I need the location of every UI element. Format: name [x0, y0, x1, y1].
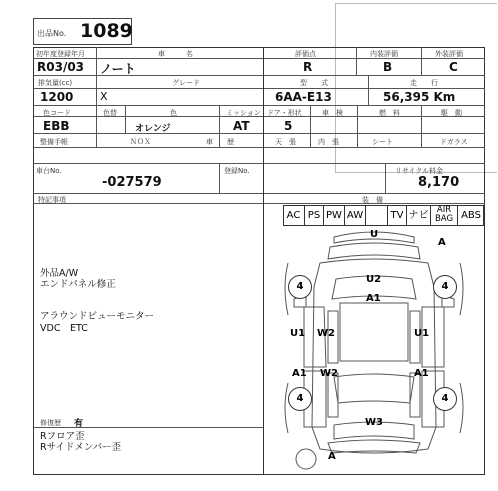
equip-pw: PW — [324, 205, 345, 226]
damage-left-rear-door: A1 — [292, 368, 307, 379]
lot-number: 1089 — [80, 20, 133, 42]
note-2: エンドパネル修正 — [40, 279, 116, 290]
label-mission: ミッション — [226, 109, 261, 117]
damage-front-top: U — [370, 229, 379, 240]
label-fuel: 燃 料 — [379, 109, 400, 117]
damage-right-front-door: U1 — [414, 328, 430, 339]
wheel-fr: 4 — [433, 275, 457, 299]
car-diagram — [264, 227, 484, 475]
damage-right-rear-door: A1 — [414, 368, 429, 379]
model-value: 6AA-E13 — [275, 90, 332, 104]
car-name-value: ノート — [100, 62, 136, 76]
grade-value: X — [100, 90, 108, 103]
label-history: 車 歴 — [206, 138, 234, 146]
repair-note-2: Rサイドメンバー歪 — [40, 442, 122, 453]
label-color-change: 色替 — [103, 109, 117, 117]
label-special-notes: 特記事項 — [38, 196, 66, 204]
mileage-value: 56,395 Km — [383, 90, 456, 104]
label-score: 評価点 — [295, 50, 316, 58]
label-recycle-fee: リサイクル料金 — [395, 167, 444, 175]
label-drive: 駆 動 — [441, 109, 462, 117]
label-exterior: 外装評価 — [435, 50, 463, 58]
equip-ac: AC — [283, 205, 305, 226]
repair-history-value: 有 — [74, 419, 84, 429]
note-3: アラウンドビューモニター — [40, 311, 155, 322]
equip-abs: ABS — [461, 210, 481, 221]
label-door-glass: ドガラス — [440, 138, 468, 146]
label-displacement: 排気量(cc) — [38, 79, 73, 87]
label-color: 色 — [170, 109, 177, 117]
exterior-value: C — [449, 60, 458, 74]
label-ceiling: 天 張 — [275, 138, 296, 146]
label-doors: ドア・形状 — [267, 109, 302, 117]
note-4: VDC ETC — [40, 323, 88, 334]
label-seat: シート — [372, 138, 393, 146]
equip-aw: AW — [345, 205, 366, 226]
equip-blank — [366, 205, 388, 226]
damage-left-front-door: U1 — [290, 328, 306, 339]
equip-airbag: AIR BAG — [431, 205, 458, 226]
label-reg-no: 登録No. — [224, 167, 250, 175]
label-year-reg: 初年度登録年月 — [36, 50, 85, 58]
damage-rear-glass: W3 — [365, 417, 383, 428]
equip-tv: TV — [388, 205, 407, 226]
chassis-no-value: -027579 — [102, 175, 162, 190]
label-maintenance: 整備手帳 — [40, 138, 68, 146]
label-mileage: 走 行 — [410, 79, 438, 87]
lot-label: 出品No. — [37, 29, 67, 38]
mission-value: AT — [233, 119, 250, 133]
score-value: R — [303, 60, 313, 74]
label-interior: 内装評価 — [370, 50, 398, 58]
year-reg-value: R03/03 — [37, 60, 85, 74]
label-repair-history: 修復歴 — [40, 419, 61, 427]
damage-rear-bottom: A — [328, 451, 336, 462]
label-nox: ＮＯＸ — [130, 138, 151, 146]
label-interior-sheet: 内 張 — [318, 138, 339, 146]
label-color-code: 色コード — [43, 109, 71, 117]
damage-roof-top: U2 — [366, 274, 382, 285]
wheel-fl: 4 — [288, 275, 312, 299]
displacement-value: 1200 — [40, 90, 74, 104]
equip-navi: ナビ — [407, 205, 431, 226]
color-code-value: EBB — [43, 119, 70, 133]
damage-left-front-glass: W2 — [317, 328, 335, 339]
interior-value: B — [383, 60, 393, 74]
doors-value: 5 — [284, 119, 293, 133]
label-equipment: 装 備 — [362, 196, 383, 204]
label-model: 型 式 — [300, 79, 328, 87]
damage-left-rear-glass: W2 — [320, 368, 338, 379]
wheel-rr: 4 — [433, 387, 457, 411]
label-grade: グレード — [172, 79, 200, 87]
label-chassis-no: 車台No. — [36, 167, 62, 175]
damage-roof-bottom: A1 — [366, 293, 381, 304]
equip-ps: PS — [305, 205, 324, 226]
label-inspection: 車 検 — [322, 109, 343, 117]
wheel-rl: 4 — [288, 387, 312, 411]
color-value: オレンジ — [135, 124, 171, 134]
note-1: 外品A/W — [40, 268, 79, 279]
repair-note-1: Rフロア歪 — [40, 431, 85, 442]
damage-front-right: A — [438, 237, 446, 248]
label-car-name: 車 名 — [158, 50, 193, 58]
recycle-fee-value: 8,170 — [418, 175, 460, 190]
